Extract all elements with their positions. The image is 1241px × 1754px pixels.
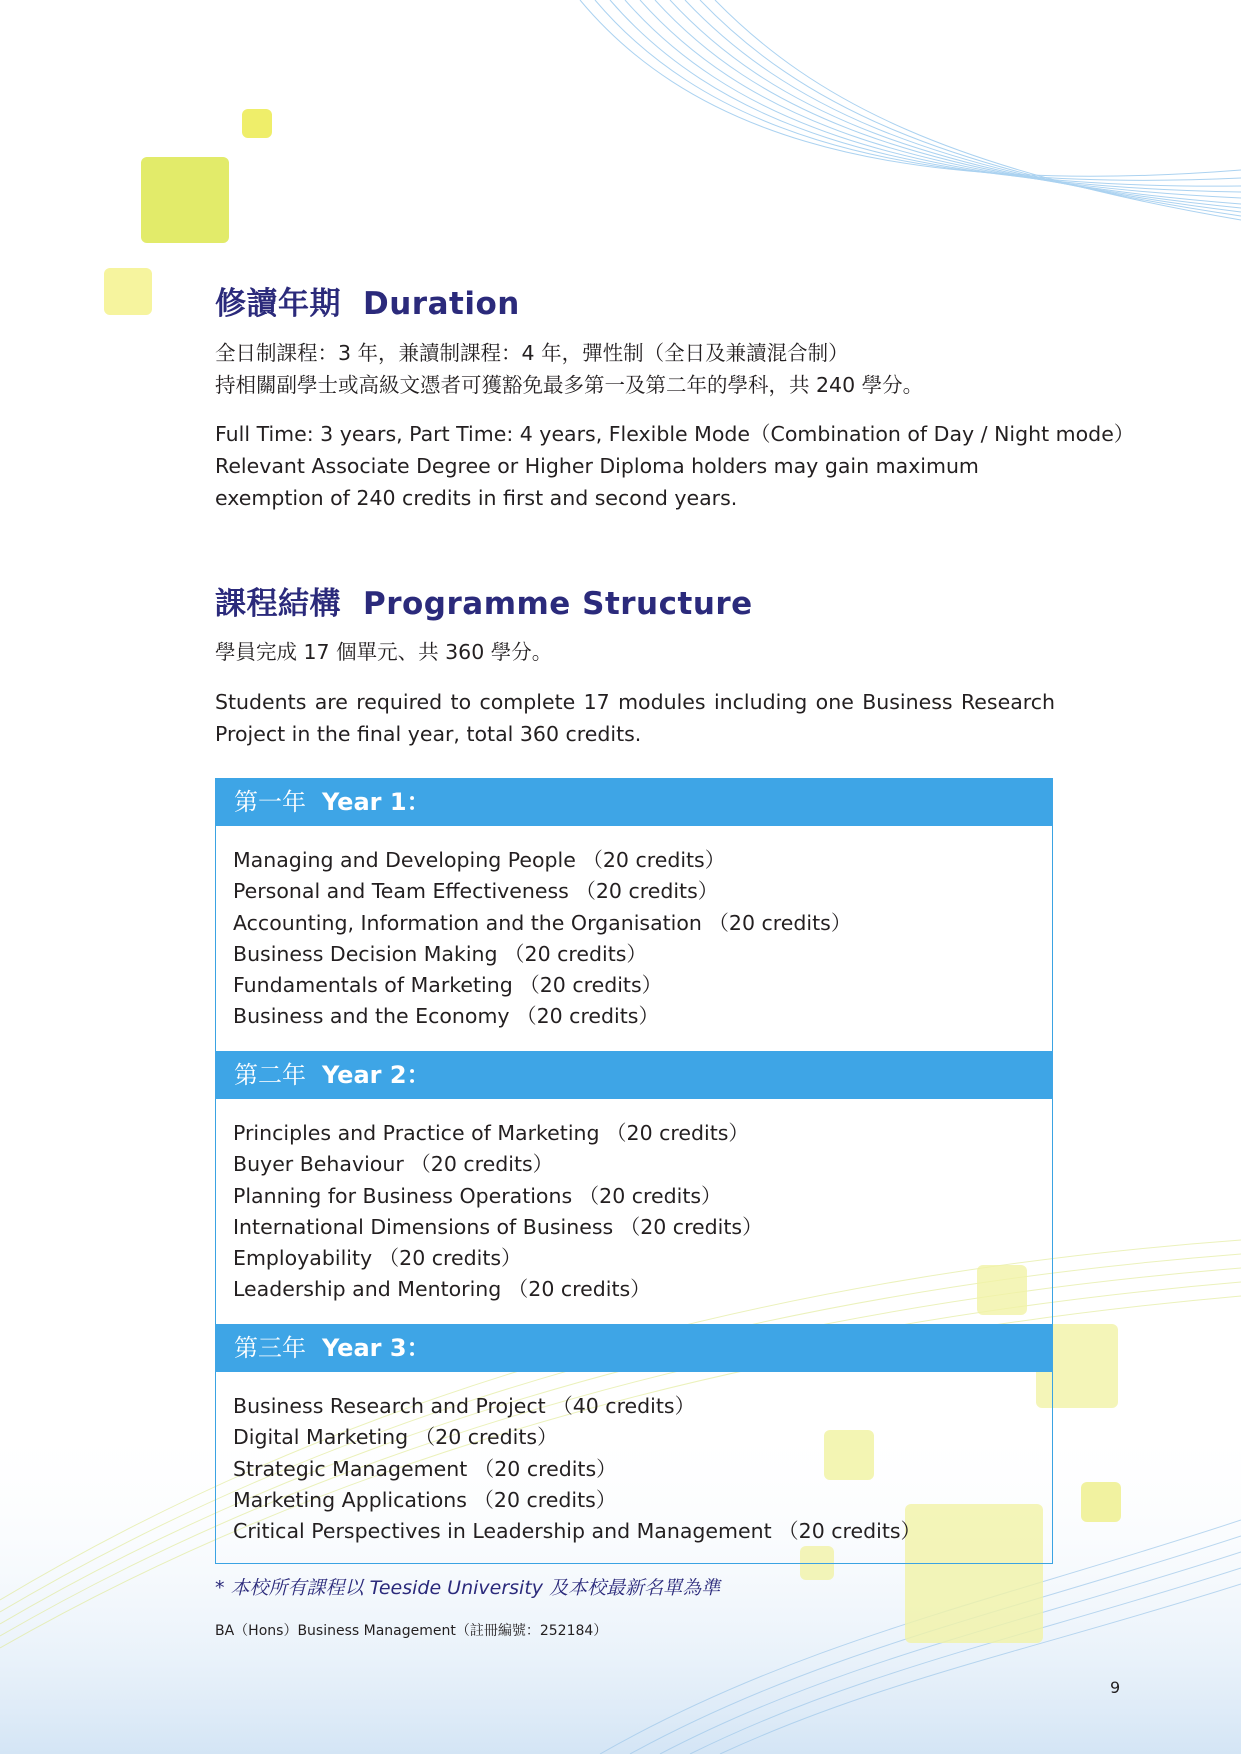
- module-item: Planning for Business Operations （20 credits）: [233, 1183, 722, 1208]
- accent-square: [1081, 1482, 1121, 1522]
- duration-en-line-2: Relevant Associate Degree or Higher Diploma holders may gain maximum exemption of 240 credits in first and second years.: [215, 454, 979, 510]
- structure-heading-en: Programme Structure: [363, 586, 753, 622]
- accent-square: [242, 109, 272, 138]
- module-item: Strategic Management （20 credits）: [233, 1456, 617, 1481]
- structure-zh-line: 學員完成 17 個單元、共 360 學分。: [215, 640, 553, 664]
- module-item: Personal and Team Effectiveness （20 credits）: [233, 879, 719, 904]
- structure-zh-text: [215, 636, 1055, 668]
- module-item: Accounting, Information and the Organisation （20 credits）: [233, 910, 852, 935]
- module-item: Buyer Behaviour （20 credits）: [233, 1152, 554, 1177]
- module-item: Digital Marketing （20 credits）: [233, 1425, 558, 1450]
- year-2-header: [215, 1051, 1053, 1099]
- accent-square: [141, 157, 229, 243]
- structure-heading-zh: 課程結構: [215, 586, 341, 622]
- duration-heading-en: Duration: [363, 286, 520, 322]
- accent-square: [104, 268, 152, 315]
- module-item: Business and the Economy （20 credits）: [233, 1004, 659, 1029]
- year-2-module-list: [233, 1118, 763, 1306]
- module-item: Managing and Developing People （20 credits）: [233, 848, 726, 872]
- module-item: Employability （20 credits）: [233, 1246, 522, 1271]
- duration-heading-zh: 修讀年期: [215, 286, 341, 322]
- duration-heading: [215, 278, 520, 323]
- duration-en-line-1: Full Time: 3 years, Part Time: 4 years, Flexible Mode（Combination of Day / Night mode）: [215, 422, 1135, 446]
- year-2-label-en: Year 2：: [322, 1061, 431, 1089]
- year-1-module-list: [233, 845, 851, 1033]
- module-item: International Dimensions of Business （20 credits）: [233, 1214, 763, 1239]
- module-item: Principles and Practice of Marketing （20 credits）: [233, 1121, 749, 1145]
- top-right-wave-decoration: [560, 0, 1241, 230]
- duration-zh-line-2: 持相關副學士或高級文憑者可獲豁免最多第一及第二年的學科，共 240 學分。: [215, 373, 924, 397]
- registration-note: BA（Hons）Business Management（註冊編號：252184）: [215, 1623, 608, 1639]
- module-item: Critical Perspectives in Leadership and Management （20 credits）: [233, 1519, 922, 1544]
- footnote: * 本校所有課程以 Teeside University 及本校最新名單為準: [215, 1577, 721, 1599]
- module-item: Leadership and Mentoring （20 credits）: [233, 1277, 651, 1302]
- page-number: 9: [1110, 1678, 1121, 1697]
- module-item: Business Decision Making （20 credits）: [233, 941, 647, 966]
- year-1-header: [215, 778, 1053, 826]
- structure-heading: [215, 578, 753, 623]
- duration-en-text: [215, 418, 1135, 514]
- year-1-label-zh: 第一年: [234, 788, 306, 816]
- year-1-label-en: Year 1：: [322, 788, 431, 816]
- module-item: Fundamentals of Marketing （20 credits）: [233, 973, 663, 998]
- structure-en-text: Students are required to complete 17 modules including one Business Research Project in the final year, total 360 credits.: [215, 690, 1055, 746]
- year-3-header: [215, 1324, 1053, 1372]
- duration-zh-text: [215, 337, 1055, 401]
- year-2-label-zh: 第二年: [234, 1061, 306, 1089]
- module-item: Marketing Applications （20 credits）: [233, 1487, 617, 1512]
- module-item: Business Research and Project （40 credits）: [233, 1394, 696, 1418]
- year-3-module-list: [233, 1391, 921, 1547]
- year-3-label-zh: 第三年: [234, 1334, 306, 1362]
- duration-zh-line-1: 全日制課程：3 年，兼讀制課程：4 年，彈性制（全日及兼讀混合制）: [215, 341, 849, 365]
- year-3-label-en: Year 3：: [322, 1334, 431, 1362]
